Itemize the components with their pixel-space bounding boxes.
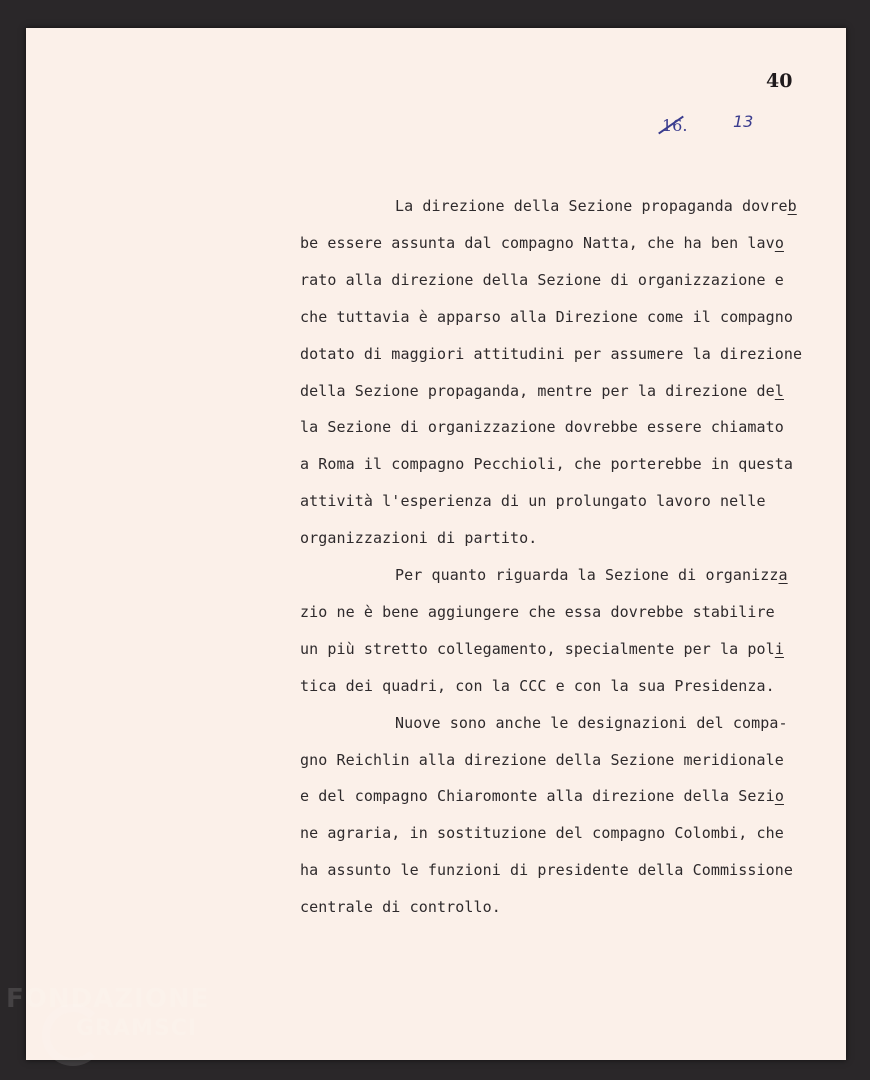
text-line (395, 713, 788, 733)
underlined-syllable: o (774, 787, 784, 805)
watermark-line-2: GRAMSCI (76, 1016, 198, 1041)
watermark-logo-icon (42, 1004, 104, 1066)
text-line (300, 897, 501, 917)
text-line-content: e del compagno Chiaromonte alla direzione della Sezi (300, 787, 775, 805)
text-line-content: attività l'esperienza di un prolungato lavoro nelle (300, 492, 766, 510)
underlined-syllable: a (778, 566, 788, 584)
text-line (300, 639, 784, 659)
text-line-content: ne agraria, in sostituzione del compagno Colombi, che (300, 824, 784, 842)
text-line-content: Per quanto riguarda la Sezione di organizz (395, 566, 779, 584)
text-line (300, 491, 766, 511)
text-line (300, 454, 793, 474)
text-line-content: della Sezione propaganda, mentre per la direzione de (300, 382, 775, 400)
text-line (300, 786, 784, 806)
text-line (300, 823, 784, 843)
text-line-content: Nuove sono anche le designazioni del compa- (395, 714, 788, 732)
old-folio-number (662, 116, 687, 135)
text-line (300, 676, 775, 696)
text-line (300, 750, 784, 770)
old-folio-text: 16. (662, 116, 688, 135)
watermark-line-1: FONDAZIONE (6, 984, 210, 1014)
underlined-syllable: b (787, 197, 797, 215)
text-line-content: gno Reichlin alla direzione della Sezione meridionale (300, 751, 784, 769)
text-line-content: un più stretto collegamento, specialmente per la pol (300, 640, 775, 658)
text-line-content: a Roma il compagno Pecchioli, che porterebbe in questa (300, 455, 794, 473)
text-line (395, 565, 788, 585)
text-line-content: zio ne è bene aggiungere che essa dovrebbe stabilire (300, 603, 775, 621)
page-number: 40 (766, 70, 793, 92)
text-line-content: centrale di controllo. (300, 898, 501, 916)
text-line (395, 196, 797, 216)
text-line-content: be essere assunta dal compagno Natta, che ha ben lav (300, 234, 775, 252)
text-line (300, 270, 784, 290)
underlined-syllable: o (774, 234, 784, 252)
text-line-content: organizzazioni di partito. (300, 529, 538, 547)
text-line-content: ha assunto le funzioni di presidente della Commissione (300, 861, 794, 879)
text-line (300, 344, 802, 364)
new-folio-number: 13 (733, 112, 754, 131)
text-line (300, 528, 537, 548)
text-line-content: la Sezione di organizzazione dovrebbe essere chiamato (300, 418, 784, 436)
text-line (300, 602, 775, 622)
underlined-syllable: i (774, 640, 784, 658)
watermark (6, 984, 209, 1044)
text-line-content: tica dei quadri, con la CCC e con la sua Presidenza. (300, 677, 775, 695)
text-line (300, 417, 784, 437)
text-line (300, 381, 784, 401)
text-line-content: La direzione della Sezione propaganda dovre (395, 197, 788, 215)
text-line (300, 860, 793, 880)
text-line-content: rato alla direzione della Sezione di organizzazione e (300, 271, 784, 289)
text-line-content: che tuttavia è apparso alla Direzione come il compagno (300, 308, 794, 326)
text-line-content: dotato di maggiori attitudini per assumere la direzione (300, 345, 803, 363)
underlined-syllable: l (774, 382, 784, 400)
text-line (300, 307, 793, 327)
text-line (300, 233, 784, 253)
